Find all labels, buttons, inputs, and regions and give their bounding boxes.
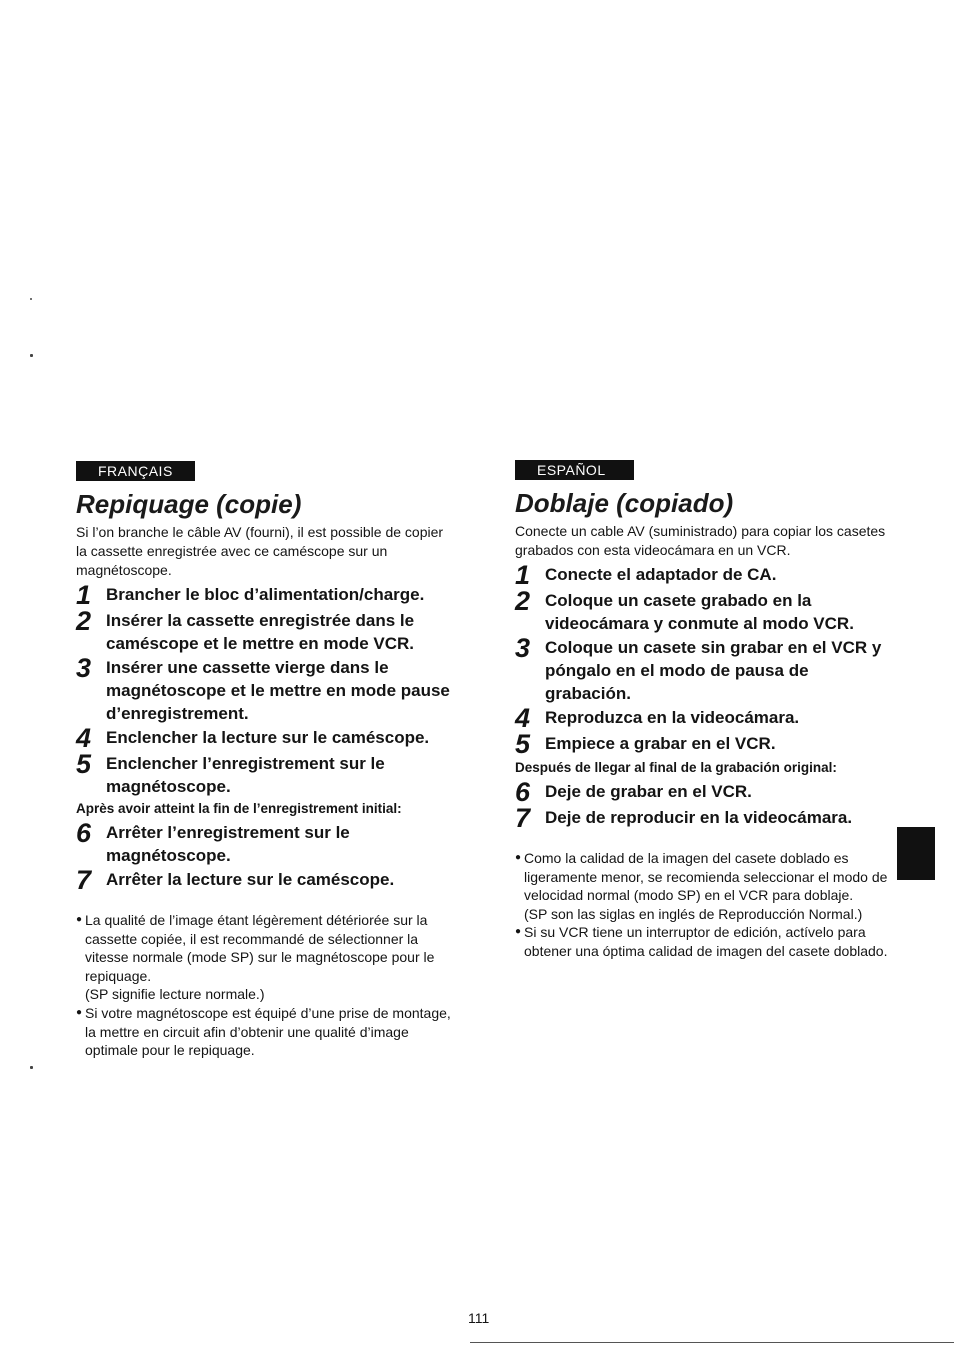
- step-item: [515, 731, 893, 757]
- intro-text: Conecte un cable AV (suministrado) para copiar los casetes grabados con esta videocámara en un VCR.: [515, 523, 886, 558]
- step-number: 7: [515, 803, 531, 833]
- note-item: [76, 1004, 454, 1060]
- step-text: Conecte el adaptador de CA.: [545, 565, 777, 584]
- step-item: [515, 635, 893, 705]
- step-number: 3: [515, 633, 531, 663]
- bullet-icon: ●: [76, 1006, 83, 1018]
- bullet-icon: ●: [515, 852, 522, 863]
- note-item: [515, 849, 893, 923]
- note-body: [85, 1004, 454, 1060]
- step-item: [515, 562, 893, 588]
- subheading: Après avoir atteint la fin de l’enregistrement initial:: [76, 801, 402, 816]
- section-marker-tab: [897, 827, 935, 880]
- step-item: [515, 705, 893, 731]
- steps-list: [515, 779, 893, 831]
- step-item: [76, 820, 454, 867]
- step-text: Brancher le bloc d’alimentation/charge.: [106, 585, 425, 604]
- section-title: Repiquage (copie): [76, 489, 302, 519]
- step-number: 5: [76, 749, 92, 779]
- step-text: Arrêter la lecture sur le caméscope.: [106, 870, 395, 889]
- step-item: [76, 751, 454, 798]
- subheading: Después de llegar al final de la grabación original:: [515, 760, 837, 775]
- language-tab-francais: FRANÇAIS: [76, 461, 195, 481]
- step-number: 7: [76, 865, 92, 895]
- step-number: 6: [76, 818, 92, 848]
- scan-speck: [30, 1066, 33, 1069]
- francais-column: [76, 461, 454, 1060]
- step-number: 4: [76, 723, 92, 753]
- note-body: [524, 923, 893, 960]
- step-text: Reproduzca en la videocámara.: [545, 708, 800, 727]
- step-number: 2: [76, 606, 92, 636]
- step-item: [76, 582, 454, 608]
- note-text: Si votre magnétoscope est équipé d’une prise de montage, la mettre en circuit afin d’obtenir une qualité d’image optimale pour le repiquage.: [85, 1004, 451, 1059]
- bottom-rule: [470, 1342, 954, 1343]
- step-text: Empiece a grabar en el VCR.: [545, 734, 776, 753]
- page-number: 111: [468, 1310, 490, 1326]
- steps-list: [76, 582, 454, 798]
- step-text: Insérer la cassette enregistrée dans le caméscope et le mettre en mode VCR.: [106, 611, 415, 653]
- note-text: Si su VCR tiene un interruptor de edición, actívelo para obtener una óptima calidad de imagen del casete doblado.: [524, 924, 888, 959]
- step-text: Coloque un casete grabado en la videocámara y conmute al modo VCR.: [545, 591, 854, 633]
- step-item: [515, 588, 893, 635]
- scan-speck: [30, 298, 32, 300]
- note-text: Como la calidad de la imagen del casete doblado es ligeramente menor, se recomienda seleccionar el modo de velocidad normal (modo SP) en el VCR para doblaje.: [524, 850, 888, 904]
- notes-list: [76, 911, 454, 1060]
- note-body: [85, 911, 454, 1004]
- step-number: 4: [515, 703, 531, 733]
- note-item: [515, 923, 893, 960]
- bullet-icon: ●: [76, 914, 83, 925]
- step-number: 5: [515, 729, 531, 759]
- step-item: [515, 805, 893, 831]
- espanol-column: [515, 460, 893, 961]
- note-extra: (SP son las siglas en inglés de Reproducción Normal.): [524, 905, 863, 922]
- step-text: Arrêter l’enregistrement sur le magnétoscope.: [106, 823, 350, 865]
- intro-text: Si l’on branche le câble AV (fourni), il est possible de copier la cassette enregistrée avec ce caméscope sur un magnétoscope.: [76, 524, 444, 578]
- steps-list: [515, 562, 893, 757]
- step-text: Insérer une cassette vierge dans le magnétoscope et le mettre en mode pause d’enregistrement.: [106, 658, 450, 723]
- step-item: [76, 725, 454, 751]
- step-text: Enclencher l’enregistrement sur le magnétoscope.: [106, 754, 385, 796]
- language-tab-espanol: ESPAÑOL: [515, 460, 634, 480]
- note-extra: (SP signifie lecture normale.): [85, 986, 265, 1003]
- note-text: La qualité de l’image étant légèrement détériorée sur la cassette copiée, il est recommandé de sélectionner la vitesse normale (mode SP) sur le magnétoscope pour le repiquage.: [85, 912, 435, 984]
- step-text: Coloque un casete sin grabar en el VCR y póngalo en el modo de pausa de grabación.: [545, 638, 882, 703]
- bullet-icon: ●: [515, 926, 522, 938]
- step-item: [76, 867, 454, 893]
- step-number: 6: [515, 777, 531, 807]
- step-text: Deje de reproducir en la videocámara.: [545, 808, 853, 827]
- step-number: 2: [515, 586, 531, 616]
- step-text: Deje de grabar en el VCR.: [545, 782, 752, 801]
- step-item: [515, 779, 893, 805]
- scan-speck: [30, 354, 33, 357]
- steps-list: [76, 820, 454, 893]
- note-body: [524, 849, 893, 923]
- step-number: 3: [76, 653, 92, 683]
- section-title: Doblaje (copiado): [515, 488, 734, 518]
- step-number: 1: [515, 560, 531, 590]
- step-text: Enclencher la lecture sur le caméscope.: [106, 728, 430, 747]
- note-item: [76, 911, 454, 1004]
- notes-list: [515, 849, 893, 961]
- step-item: [76, 608, 454, 655]
- step-item: [76, 655, 454, 725]
- step-number: 1: [76, 580, 92, 610]
